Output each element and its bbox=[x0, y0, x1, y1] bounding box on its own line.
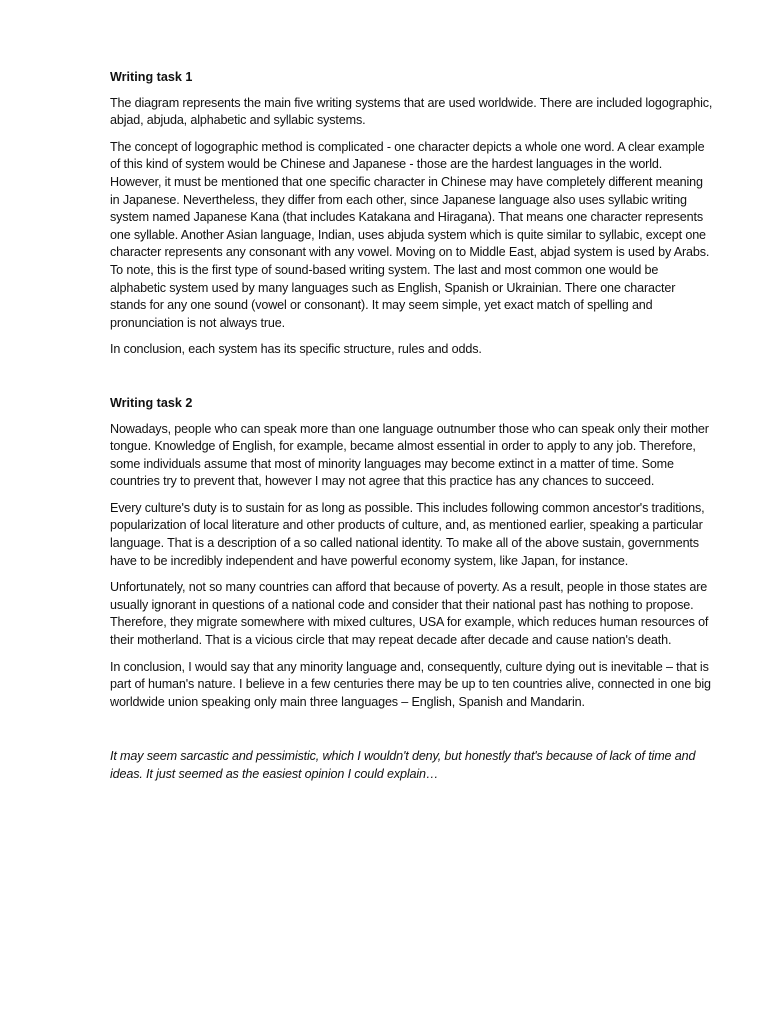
note-spacer bbox=[110, 720, 714, 748]
author-note: It may seem sarcastic and pessimistic, which I wouldn't deny, but honestly that's because of lack of time and ideas. It just seemed as the easiest opinion I could explain… bbox=[110, 749, 696, 781]
document-page bbox=[110, 69, 714, 793]
task1-paragraph-conclusion: In conclusion, each system has its specific structure, rules and odds. bbox=[110, 342, 482, 357]
task1-paragraph-body: The concept of logographic method is complicated - one character depicts a whole one word. A clear example of this kind of system would be Chinese and Japanese - those are the hardest languages in the world. However, it must be mentioned that one specific character in Chinese may have completely different meaning in Japanese. Nevertheless, they differ from each other, since Japanese language also uses syllabic writing system named Japanese Kana (that includes Katakana and Hiragana). That means one character represents one syllable. Another Asian language, Indian, uses abjuda system which is quite similar to syllabic, except one character represents any consonant with any vowel. Moving on to Middle East, abjad system is used by Arabs. To note, this is the first type of sound-based writing system. The last and most common one would be alphabetic system used by many languages such as English, Spanish or Ukrainian. There one character stands for any one sound (vowel or consonant). It may seem simple, yet exact match of spelling and pronunciation is not always true. bbox=[110, 139, 710, 330]
task2-heading: Writing task 2 bbox=[110, 395, 193, 410]
task2-paragraph-conclusion: In conclusion, I would say that any minority language and, consequently, culture dying out is inevitable – that is part of human's nature. I believe in a few centuries there may be up to ten countries alive, connected in one big worldwide union speaking only main three languages – English, Spanish and Mandarin. bbox=[110, 659, 711, 709]
task1-heading: Writing task 1 bbox=[110, 70, 193, 84]
task1-paragraph-intro: The diagram represents the main five writing systems that are used worldwide. There are included logographic, abjad, abjuda, alphabetic and syllabic systems. bbox=[110, 95, 713, 128]
section-spacer bbox=[110, 368, 714, 395]
task2-paragraph-culture: Every culture's duty is to sustain for as long as possible. This includes following common ancestor's traditions, popularization of local literature and other products of culture, and, as mentioned earlier, speaking a particular language. That is a description of a so called national identity. To make all of the above sustain, governments have to be incredibly independent and have powerful economy system, like Japan, for instance. bbox=[110, 500, 705, 568]
task2-paragraph-poverty: Unfortunately, not so many countries can afford that because of poverty. As a result, people in those states are usually ignorant in questions of a national code and consider that their national past has nothing to propose. Therefore, they migrate somewhere with mixed cultures, USA for example, which reduces human resources of their motherland. That is a vicious circle that may repeat decade after decade and cause nation's death. bbox=[110, 580, 709, 648]
task2-paragraph-intro: Nowadays, people who can speak more than one language outnumber those who can speak only their mother tongue. Knowledge of English, for example, became almost essential in order to apply to any job. Therefore, some individuals assume that most of minority languages may become extinct in a matter of time. Some countries try to prevent that, however I may not agree that this practice has any chances to succeed. bbox=[110, 421, 709, 489]
